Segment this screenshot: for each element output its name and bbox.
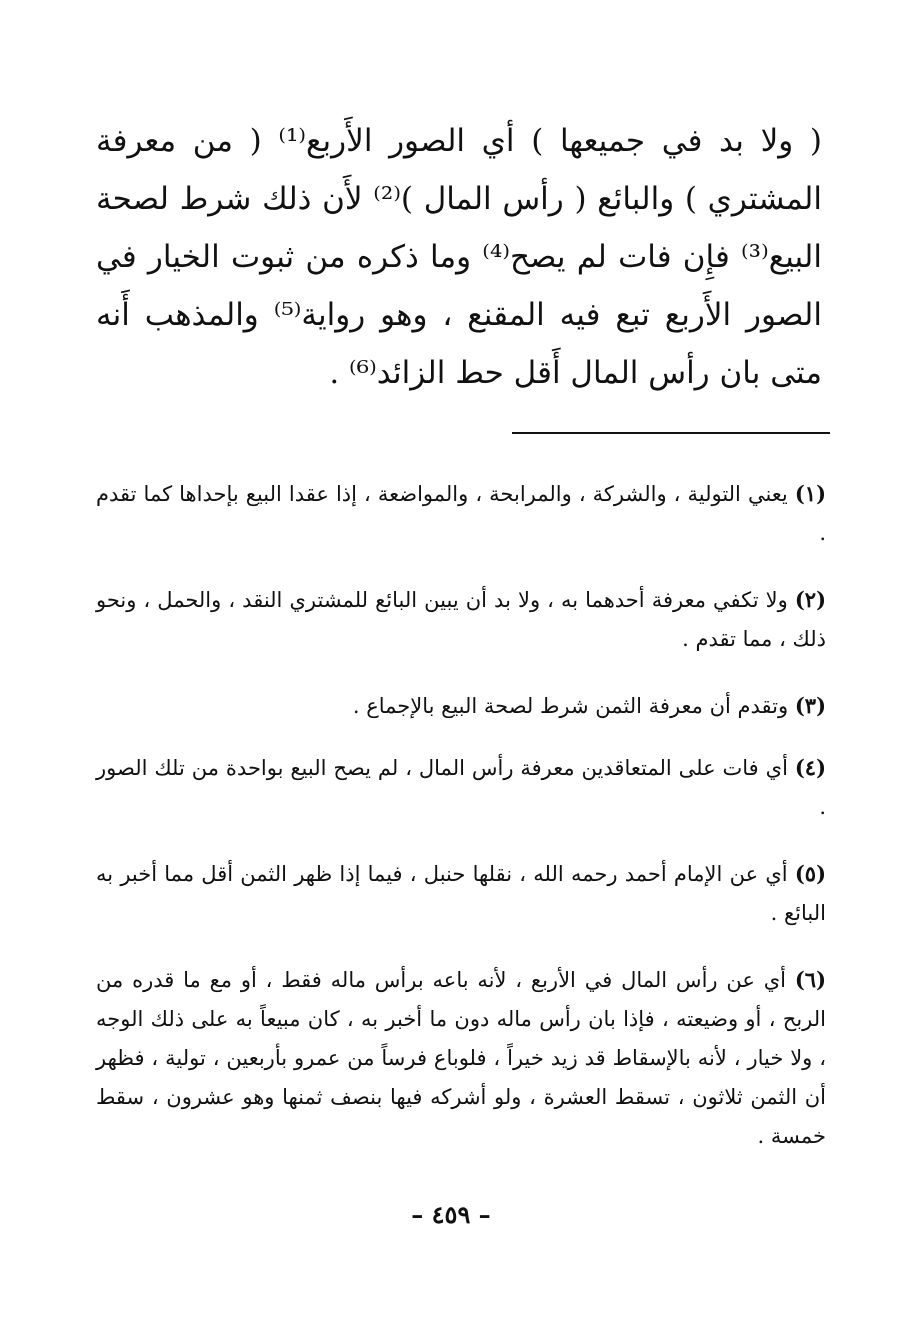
- page-number: – ٤٥٩ –: [411, 1200, 491, 1229]
- footnote-text: أي عن الإمام أحمد رحمه الله ، نقلها حنبل ، فيما إذا ظهر الثمن أقل مما أخبر به البائع .: [96, 862, 826, 925]
- footnote-1: [96, 474, 826, 553]
- footnote-5: [96, 854, 826, 933]
- footnote-3: [96, 686, 826, 726]
- footnote-text: أي فات على المتعاقدين معرفة رأس المال ، لم يصح البيع بواحدة من تلك الصور .: [96, 756, 826, 819]
- footnote-number: (٦): [794, 967, 826, 992]
- footnote-6: [96, 960, 826, 1156]
- footnote-number: (٤): [794, 755, 826, 780]
- footnote-number: (٣): [794, 693, 826, 718]
- footnote-number: (١): [794, 481, 826, 506]
- footnote-text: ولا تكفي معرفة أحدهما به ، ولا بد أن يبين البائع للمشتري النقد ، والحمل ، ونحو ذلك ، مما تقدم .: [96, 588, 826, 651]
- main-text-block: [96, 112, 822, 402]
- footnote-4: [96, 748, 826, 827]
- footnote-number: (٥): [794, 861, 826, 886]
- footnote-text: وتقدم أن معرفة الثمن شرط لصحة البيع بالإجماع .: [352, 694, 789, 718]
- footnote-2: [96, 580, 826, 659]
- footnote-text: أي عن رأس المال في الأربع ، لأنه باعه برأس ماله فقط ، أو مع ما قدره من الربح ، أو وضيعته ، فإذا بان رأس ماله دون ما أخبر به ، كان مبيعاً به على ذلك الوجه ، ولا خيار ، لأنه بالإسقاط قد زيد خيراً ، فلوباع فرساً من عمرو بأربعين ، تولية ، فظهر أن الثمن ثلاثون ، تسقط العشرة ، ولو أشركه فيها بنصف ثمنها وهو عشرون ، سقط خمسة .: [96, 968, 826, 1148]
- main-paragraph: ( ولا بد في جميعها ) أي الصور الأَربع⁽¹⁾ ( من معرفة المشتري ) والبائع ( رأس المال )⁽²⁾ لأَن ذلك شرط لصحة البيع⁽³⁾ فإِن فات لم يصح⁽⁴⁾ وما ذكره من ثبوت الخيار في الصور الأَربع تبع فيه المقنع ، وهو رواية⁽⁵⁾ والمذهب أَنه متى بان رأس المال أَقل حط الزائد⁽⁶⁾ .: [96, 123, 822, 391]
- footnote-text: يعني التولية ، والشركة ، والمرابحة ، والمواضعة ، إذا عقدا البيع بإحداها كما تقدم .: [96, 482, 826, 545]
- footnote-separator: [512, 432, 830, 434]
- footnote-number: (٢): [794, 587, 827, 612]
